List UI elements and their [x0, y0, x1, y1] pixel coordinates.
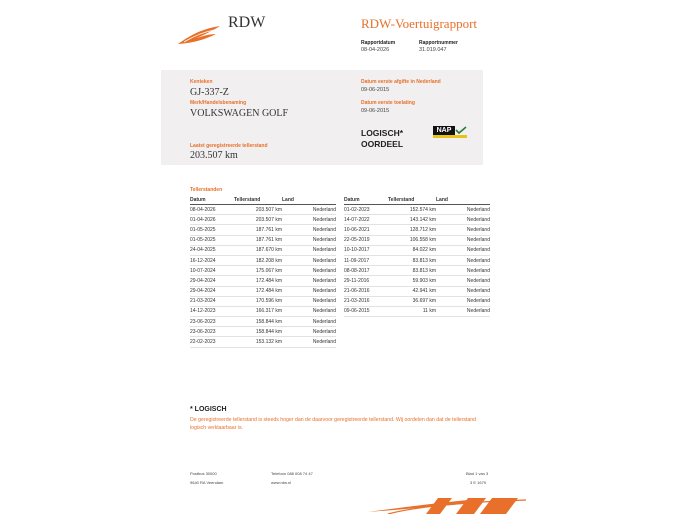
toelating-value: 09-06-2015: [361, 108, 390, 114]
cell-tellerstand: 187.670 km: [234, 245, 282, 255]
cell-datum: 01-05-2025: [190, 225, 234, 235]
cell-tellerstand: 172.484 km: [234, 276, 282, 286]
nap-text: NAP: [433, 126, 455, 135]
cell-tellerstand: 42.941 km: [388, 286, 436, 296]
table-row: [344, 306, 490, 316]
decorative-stripes-icon: [368, 494, 528, 514]
cell-datum: 01-04-2026: [190, 215, 234, 225]
cell-land: Nederland: [282, 266, 336, 276]
table-row: [190, 225, 336, 235]
cell-datum: 09-06-2015: [344, 306, 388, 316]
table-row: [190, 215, 336, 225]
cell-datum: 29-04-2024: [190, 286, 234, 296]
cell-land: Nederland: [282, 296, 336, 306]
col-land: Land: [436, 195, 490, 205]
cell-tellerstand: 187.761 km: [234, 235, 282, 245]
oordeel-label: [361, 128, 403, 150]
cell-datum: 08-08-2017: [344, 266, 388, 276]
cell-land: Nederland: [436, 245, 490, 255]
table-row: [344, 215, 490, 225]
table-row: [190, 255, 336, 265]
cell-land: Nederland: [282, 327, 336, 337]
cell-land: Nederland: [282, 255, 336, 265]
cell-datum: 14-07-2022: [344, 215, 388, 225]
nap-check-icon: [455, 126, 467, 135]
cell-tellerstand: 203.507 km: [234, 215, 282, 225]
cell-datum: 23-06-2023: [190, 317, 234, 327]
table-row: [344, 235, 490, 245]
cell-datum: 01-02-2023: [344, 205, 388, 215]
cell-tellerstand: 158.844 km: [234, 327, 282, 337]
table-header-row: [190, 195, 336, 205]
cell-datum: 21-03-2024: [190, 296, 234, 306]
cell-land: Nederland: [436, 296, 490, 306]
tellerstand-value: 203.507 km: [190, 150, 238, 161]
cell-land: Nederland: [282, 245, 336, 255]
table-row: [190, 296, 336, 306]
footer-code: 3 E 1679: [470, 480, 487, 485]
oordeel-line-2: OORDEEL: [361, 139, 404, 149]
tellerstanden-title: Tellerstanden: [190, 187, 223, 193]
cell-land: Nederland: [436, 276, 490, 286]
cell-tellerstand: 187.761 km: [234, 225, 282, 235]
col-tellerstand: Tellerstand: [388, 195, 436, 205]
cell-datum: 10-07-2024: [190, 266, 234, 276]
oordeel-line-1: LOGISCH*: [361, 128, 404, 138]
report-title: RDW-Voertuigrapport: [361, 16, 478, 31]
table-row: [190, 276, 336, 286]
tellerstand-label: Laatst geregistreerde tellerstand: [190, 143, 268, 149]
table-row: [344, 286, 490, 296]
cell-datum: 21-03-2016: [344, 296, 388, 306]
merk-label: Merk/Handelsbenaming: [190, 100, 247, 106]
cell-datum: 22-05-2019: [344, 235, 388, 245]
table-row: [190, 286, 336, 296]
cell-tellerstand: 11 km: [388, 306, 436, 316]
footer-website-link[interactable]: www.rdw.nl: [271, 480, 292, 485]
cell-tellerstand: 106.558 km: [388, 235, 436, 245]
cell-land: Nederland: [436, 306, 490, 316]
footer-postbus: Postbus 30000: [190, 471, 217, 476]
col-land: Land: [282, 195, 336, 205]
cell-tellerstand: 128.712 km: [388, 225, 436, 235]
cell-datum: 29-11-2016: [344, 276, 388, 286]
nap-stripe: [433, 135, 467, 138]
table-row: [190, 235, 336, 245]
footer-telefoon: Telefoon 088 008 74 47: [271, 471, 313, 476]
cell-tellerstand: 36.697 km: [388, 296, 436, 306]
col-tellerstand: Tellerstand: [234, 195, 282, 205]
cell-tellerstand: 84.022 km: [388, 245, 436, 255]
cell-land: Nederland: [282, 286, 336, 296]
cell-datum: 23-06-2023: [190, 327, 234, 337]
cell-tellerstand: 83.813 km: [388, 266, 436, 276]
merk-value: VOLKSWAGEN GOLF: [190, 108, 289, 119]
cell-datum: 14-12-2023: [190, 306, 234, 316]
table-row: [190, 327, 336, 337]
cell-tellerstand: 143.142 km: [388, 215, 436, 225]
cell-land: Nederland: [436, 225, 490, 235]
cell-land: Nederland: [436, 255, 490, 265]
toelating-label: Datum eerste toelating: [361, 100, 415, 106]
cell-land: Nederland: [436, 205, 490, 215]
rapportnummer-value: 31.019.047: [419, 47, 447, 53]
afgifte-label: Datum eerste afgifte in Nederland: [361, 79, 441, 85]
rapportdatum-value: 08-04-2026: [361, 47, 390, 53]
footer-adres: 9640 RA Veendam: [190, 480, 224, 485]
rapportdatum-label: Rapportdatum: [361, 40, 396, 46]
cell-land: Nederland: [436, 215, 490, 225]
table-row: [344, 245, 490, 255]
table-row: [190, 205, 336, 215]
footer-website: [271, 480, 291, 485]
cell-land: Nederland: [282, 215, 336, 225]
cell-land: Nederland: [282, 317, 336, 327]
cell-datum: 24-04-2025: [190, 245, 234, 255]
cell-datum: 11-09-2017: [344, 255, 388, 265]
table-row: [190, 306, 336, 316]
note-text: De geregistreerde tellerstand is steeds hoger dan de daarvoor geregistreerde tellerstand. Wij oordelen dan dat de tellerstand logisch verklaarbaar is.: [190, 417, 477, 431]
cell-tellerstand: 152.574 km: [388, 205, 436, 215]
cell-land: Nederland: [282, 235, 336, 245]
cell-tellerstand: 158.844 km: [234, 317, 282, 327]
cell-land: Nederland: [436, 235, 490, 245]
col-datum: Datum: [344, 195, 388, 205]
note-title: * LOGISCH: [190, 406, 227, 413]
odometer-table-right: [344, 195, 490, 317]
cell-land: Nederland: [436, 286, 490, 296]
cell-tellerstand: 182.208 km: [234, 255, 282, 265]
table-row: [190, 266, 336, 276]
cell-land: Nederland: [282, 306, 336, 316]
afgifte-value: 09-06-2015: [361, 87, 390, 93]
cell-tellerstand: 166.317 km: [234, 306, 282, 316]
table-row: [344, 276, 490, 286]
rapportnummer-label: Rapportnummer: [419, 40, 458, 46]
cell-tellerstand: 153.132 km: [234, 337, 282, 347]
cell-tellerstand: 175.067 km: [234, 266, 282, 276]
cell-datum: 10-06-2021: [344, 225, 388, 235]
cell-datum: 16-12-2024: [190, 255, 234, 265]
cell-datum: 01-05-2025: [190, 235, 234, 245]
kenteken-label: Kenteken: [190, 79, 213, 85]
table-row: [190, 337, 336, 347]
cell-tellerstand: 172.484 km: [234, 286, 282, 296]
footer-blad: Blad 1 van 3: [466, 471, 489, 476]
cell-datum: 29-04-2024: [190, 276, 234, 286]
cell-land: Nederland: [282, 276, 336, 286]
table-row: [344, 255, 490, 265]
cell-datum: 08-04-2026: [190, 205, 234, 215]
col-datum: Datum: [190, 195, 234, 205]
odometer-table-left: [190, 195, 336, 348]
nap-logo-icon: [433, 126, 467, 138]
cell-tellerstand: 83.813 km: [388, 255, 436, 265]
table-row: [344, 225, 490, 235]
cell-tellerstand: 203.507 km: [234, 205, 282, 215]
cell-datum: 10-10-2017: [344, 245, 388, 255]
cell-datum: 22-02-2023: [190, 337, 234, 347]
brand-name: RDW: [228, 14, 266, 31]
table-row: [344, 205, 490, 215]
kenteken-value: GJ-337-Z: [190, 87, 229, 98]
cell-tellerstand: 170.596 km: [234, 296, 282, 306]
rdw-logo-icon: [176, 23, 224, 47]
cell-datum: 21-06-2016: [344, 286, 388, 296]
cell-land: Nederland: [282, 337, 336, 347]
table-row: [190, 317, 336, 327]
table-header-row: [344, 195, 490, 205]
cell-tellerstand: 59.903 km: [388, 276, 436, 286]
table-row: [344, 266, 490, 276]
table-row: [190, 245, 336, 255]
cell-land: Nederland: [436, 266, 490, 276]
cell-land: Nederland: [282, 205, 336, 215]
table-row: [344, 296, 490, 306]
cell-land: Nederland: [282, 225, 336, 235]
